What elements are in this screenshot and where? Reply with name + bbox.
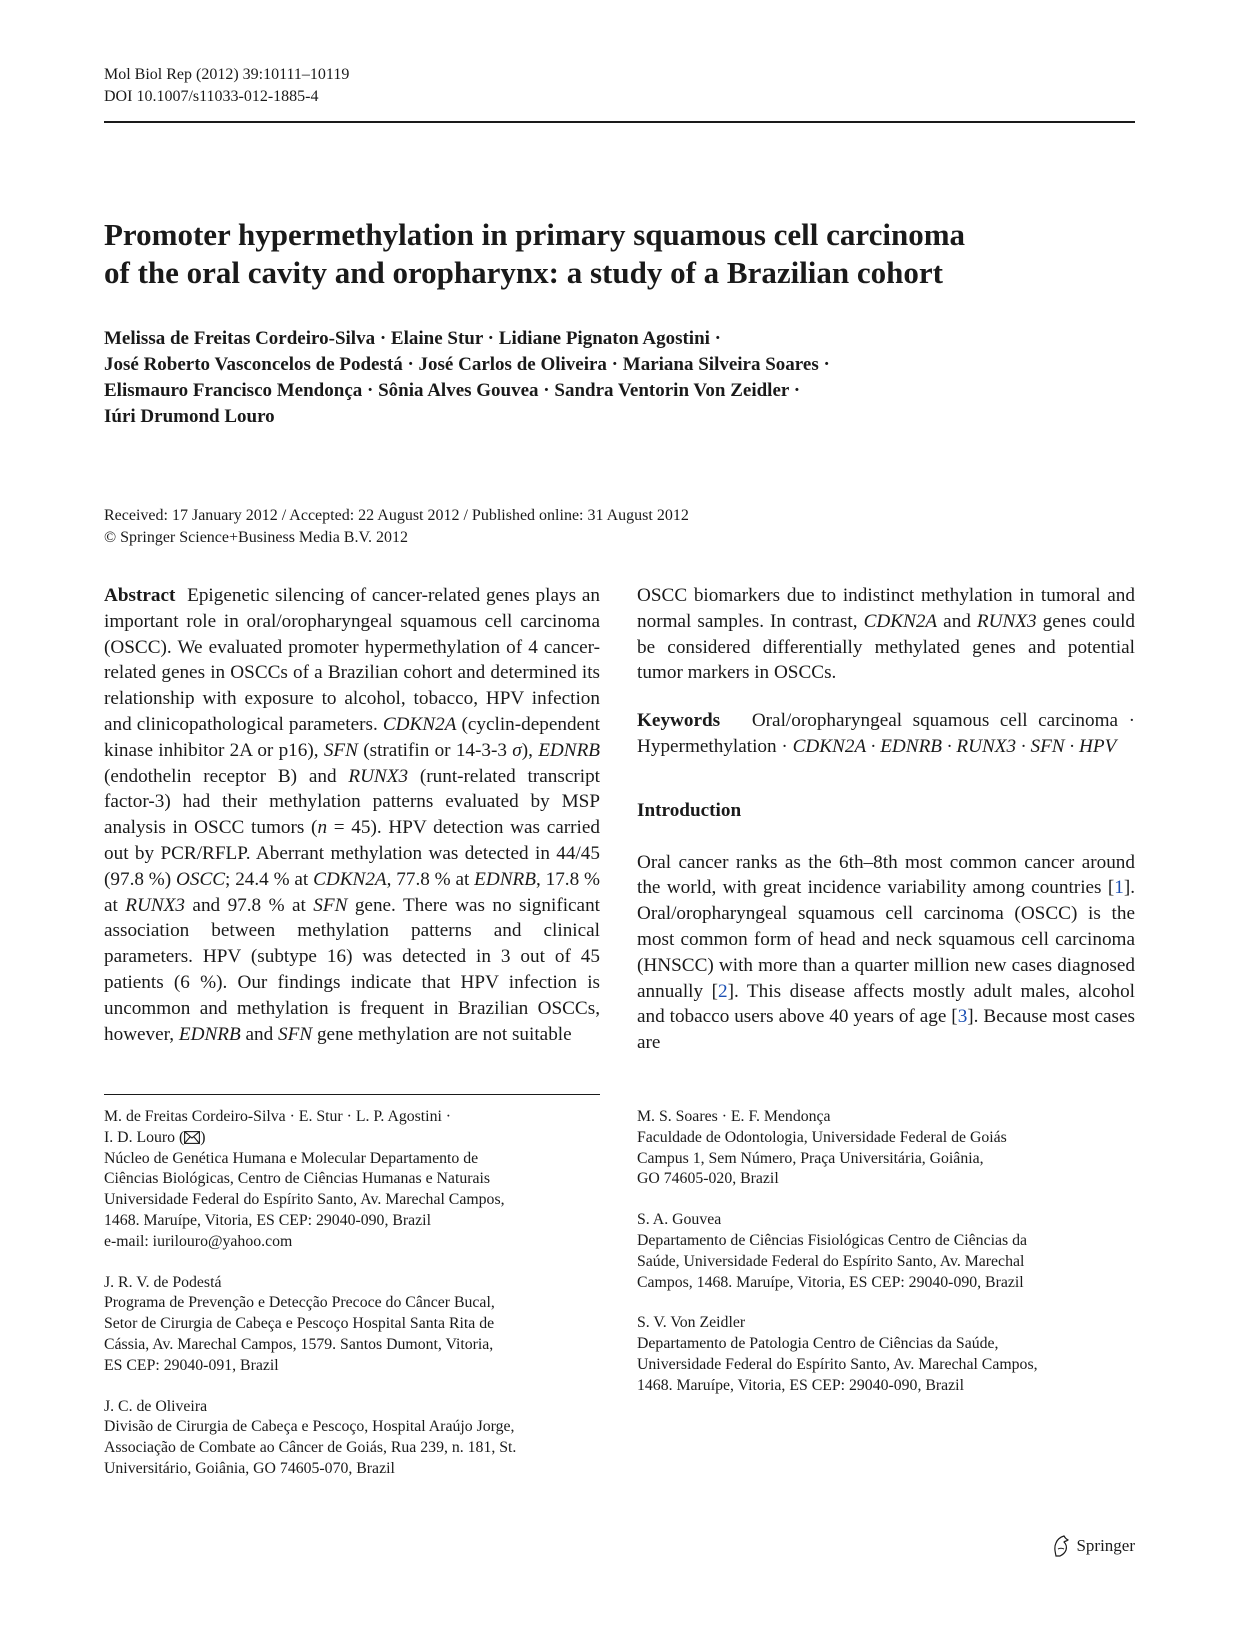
article-title xyxy=(104,216,1135,292)
author-line: Iúri Drumond Louro xyxy=(104,406,275,427)
springer-horse-icon xyxy=(1052,1535,1070,1557)
affiliation-names: S. V. Von Zeidler xyxy=(637,1314,746,1332)
author-line: José Roberto Vasconcelos de Podestá · José Carlos de Oliveira · Mariana Silveira Soares · xyxy=(104,354,830,375)
keywords: Keywords Oral/oropharyngeal squamous cell carcinoma · Hypermethylation · CDKN2A · EDNRB · RUNX3 · SFN · HPV xyxy=(637,710,1135,757)
affiliation-line: 1468. Maruípe, Vitoria, ES CEP: 29040-090, Brazil xyxy=(637,1376,964,1394)
citation-link[interactable]: 1 xyxy=(1114,877,1124,899)
affiliation-names: J. R. V. de Podestá xyxy=(104,1273,222,1291)
affiliation-line: Cássia, Av. Marechal Campos, 1579. Santos Dumont, Vitoria, xyxy=(104,1335,494,1353)
affiliation-block xyxy=(637,1210,1135,1293)
affiliations-left xyxy=(104,1107,600,1500)
envelope-icon xyxy=(184,1131,200,1144)
citation-link[interactable]: 3 xyxy=(957,1006,968,1028)
abstract-paragraph: Abstract Epigenetic silencing of cancer-related genes plays an important role in oral/oropharyngeal squamous cell carcinoma (OSCC). We evaluated promoter hypermethylation of 4 cancer-related genes in OSCCs of a Brazilian cohort and determined its relationship with exposure to alcohol, tobacco, HPV infection and clinicopathological parameters. CDKN2A (cyclin-dependent kinase inhibitor 2A or p16), SFN (stratifin or 14-3-3 σ), EDNRB (endothelin receptor B) and RUNX3 (runt-related transcript factor-3) had their methylation patterns evaluated by MSP analysis in OSCC tumors (n = 45). HPV detection was carried out by PCR/RFLP. Aberrant methylation was detected in 44/45 (97.8 %) OSCC; 24.4 % at CDKN2A, 77.8 % at EDNRB, 17.8 % at RUNX3 and 97.8 % at SFN gene. There was no significant association between methylation patterns and clinical parameters. HPV (subtype 16) was detected in 3 out of 45 patients (6 %). Our findings indicate that HPV infection is uncommon and methylation is frequent in Brazilian OSCCs, however, EDNRB and SFN gene methylation are not suitable xyxy=(104,585,601,1045)
affiliation-block xyxy=(104,1273,600,1377)
affiliation-line: Saúde, Universidade Federal do Espírito Santo, Av. Marechal xyxy=(637,1252,1025,1270)
copyright-line: © Springer Science+Business Media B.V. 2012 xyxy=(104,529,408,546)
title-line: Promoter hypermethylation in primary squamous cell carcinoma xyxy=(104,217,966,252)
abstract-continuation: OSCC biomarkers due to indistinct methylation in tumoral and normal samples. In contrast, CDKN2A and RUNX3 genes could be considered differentially methylated genes and potential tumor markers in OSCCs. xyxy=(637,585,1135,684)
title-line: of the oral cavity and oropharynx: a study of a Brazilian cohort xyxy=(104,255,943,290)
affiliation-line: Departamento de Ciências Fisiológicas Centro de Ciências da xyxy=(637,1231,1027,1249)
affiliation-line: Associação de Combate ao Câncer de Goiás, Rua 239, n. 181, St. xyxy=(104,1439,517,1457)
affiliation-block xyxy=(104,1107,600,1253)
introduction-heading: Introduction xyxy=(637,799,742,821)
left-column xyxy=(104,583,600,1047)
affiliation-line: Campos, 1468. Maruípe, Vitoria, ES CEP: 29040-090, Brazil xyxy=(637,1273,1024,1291)
email-link[interactable]: e-mail: iurilouro@yahoo.com xyxy=(104,1232,293,1250)
journal-citation: Mol Biol Rep (2012) 39:10111–10119 xyxy=(104,66,350,83)
affiliation-line: GO 74605-020, Brazil xyxy=(637,1170,779,1188)
journal-header xyxy=(104,64,349,108)
affiliation-line: Departamento de Patologia Centro de Ciências da Saúde, xyxy=(637,1335,999,1353)
publisher-logo xyxy=(1052,1535,1135,1557)
header-rule xyxy=(104,121,1135,123)
affiliation-line: Universitário, Goiânia, GO 74605-070, Brazil xyxy=(104,1459,395,1477)
affiliation-line: Faculdade de Odontologia, Universidade Federal de Goiás xyxy=(637,1128,1007,1146)
affiliation-names: S. A. Gouvea xyxy=(637,1211,722,1229)
affiliation-names: J. C. de Oliveira xyxy=(104,1397,208,1415)
introduction-paragraph: Oral cancer ranks as the 6th–8th most common cancer around the world, with great incidence variability among countries [1]. Oral/oropharyngeal squamous cell carcinoma (OSCC) is the most common form of head and neck squamous cell carcinoma (HNSCC) with more than a quarter million new cases diagnosed annually [2]. This disease affects mostly adult males, alcohol and tobacco users above 40 years of age [3]. Because most cases are xyxy=(637,851,1135,1054)
right-column xyxy=(637,583,1135,1056)
affiliation-names: I. D. Louro ( ) xyxy=(104,1128,206,1146)
publication-dates xyxy=(104,505,689,549)
affiliation-names: M. de Freitas Cordeiro-Silva · E. Stur · L. P. Agostini · xyxy=(104,1108,452,1125)
author-line: Melissa de Freitas Cordeiro-Silva · Elaine Stur · Lidiane Pignaton Agostini · xyxy=(104,328,722,349)
author-list xyxy=(104,326,1135,430)
affiliation-line: Setor de Cirurgia de Cabeça e Pescoço Hospital Santa Rita de xyxy=(104,1315,495,1333)
affiliation-line: Ciências Biológicas, Centro de Ciências Humanas e Naturais xyxy=(104,1170,491,1188)
affiliation-line: ES CEP: 29040-091, Brazil xyxy=(104,1356,279,1374)
citation-link[interactable]: 2 xyxy=(717,980,728,1002)
publisher-name: Springer xyxy=(1076,1536,1135,1555)
received-accepted-line: Received: 17 January 2012 / Accepted: 22 August 2012 / Published online: 31 August 2012 xyxy=(104,507,689,524)
affiliation-line: 1468. Maruípe, Vitoria, ES CEP: 29040-090, Brazil xyxy=(104,1211,431,1229)
affiliation-line: Programa de Prevenção e Detecção Precoce do Câncer Bucal, xyxy=(104,1294,495,1312)
affiliation-line: Divisão de Cirurgia de Cabeça e Pescoço, Hospital Araújo Jorge, xyxy=(104,1418,515,1436)
affiliation-block xyxy=(104,1397,600,1480)
footnote-rule xyxy=(104,1094,600,1095)
author-line: Elismauro Francisco Mendonça · Sônia Alves Gouvea · Sandra Ventorin Von Zeidler · xyxy=(104,380,801,401)
doi: DOI 10.1007/s11033-012-1885-4 xyxy=(104,88,319,105)
affiliation-line: Campus 1, Sem Número, Praça Universitária, Goiânia, xyxy=(637,1149,984,1167)
keywords-label: Keywords xyxy=(637,710,721,732)
abstract-heading: Abstract xyxy=(104,585,176,606)
affiliation-line: Universidade Federal do Espírito Santo, Av. Marechal Campos, xyxy=(104,1191,505,1209)
affiliation-names: M. S. Soares · E. F. Mendonça xyxy=(637,1108,831,1125)
affiliations-right xyxy=(637,1107,1135,1417)
affiliation-block xyxy=(637,1313,1135,1396)
affiliation-line: Núcleo de Genética Humana e Molecular Departamento de xyxy=(104,1149,479,1167)
affiliation-block xyxy=(637,1107,1135,1190)
affiliation-line: Universidade Federal do Espírito Santo, Av. Marechal Campos, xyxy=(637,1355,1038,1373)
